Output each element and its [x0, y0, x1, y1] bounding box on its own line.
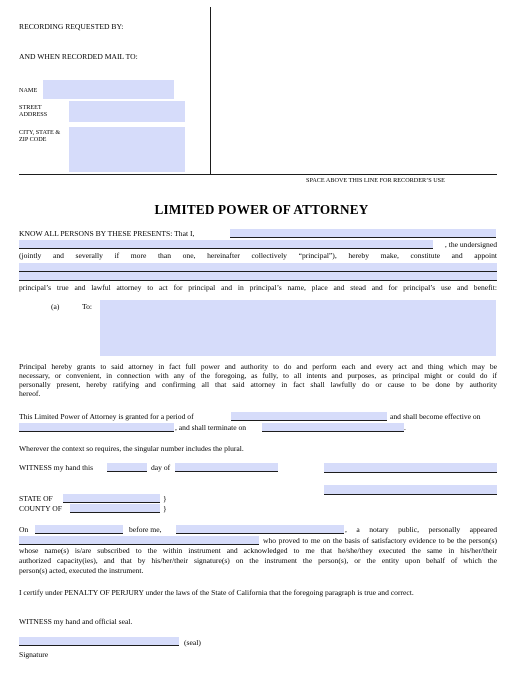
- state-brace: }: [163, 494, 167, 503]
- when-recorded-label: AND WHEN RECORDED MAIL TO:: [19, 52, 138, 61]
- recording-requested-label: RECORDING REQUESTED BY:: [19, 22, 124, 31]
- principal-name-field-2[interactable]: [19, 240, 433, 249]
- undersigned-text: , the undersigned: [444, 240, 497, 249]
- witness-day-field[interactable]: [107, 463, 147, 472]
- street-label-2: ADDRESS: [19, 111, 48, 118]
- county-brace: }: [163, 504, 167, 513]
- effective-on-text: and shall become effective on: [390, 412, 481, 421]
- street-label-1: STREET: [19, 104, 42, 111]
- document-title: LIMITED POWER OF ATTORNEY: [154, 202, 369, 217]
- powers-granted-field[interactable]: [100, 300, 496, 356]
- period-field[interactable]: [231, 412, 387, 421]
- city-label-2: ZIP CODE: [19, 136, 47, 143]
- appeared-person-field[interactable]: [19, 536, 259, 545]
- whose-line-2: authorized capacity(ies), and that by his/her/their signature(s) on the instrument the person(s), or the entity upon behalf of which the: [19, 556, 497, 565]
- to-label: To:: [82, 302, 93, 311]
- principal-signature-field-2[interactable]: [324, 485, 497, 495]
- notary-name-field[interactable]: [176, 525, 344, 534]
- name-field[interactable]: [43, 80, 174, 99]
- principal-signature-field-1[interactable]: [324, 463, 497, 473]
- name-label: NAME: [19, 87, 38, 94]
- context-text: Wherever the context so requires, the singular number includes the plural.: [19, 444, 244, 453]
- county-field[interactable]: [70, 504, 160, 513]
- before-me-text: before me,: [129, 525, 162, 534]
- jointly-text: (jointly and severally if more than one, hereinafter collectively “principal”), hereby make, constitute and appoint: [19, 251, 497, 260]
- notary-public-text: [345, 525, 497, 534]
- know-all-text: KNOW ALL PERSONS BY THESE PRESENTS: That I,: [19, 229, 195, 238]
- witness-hand-text: WITNESS my hand this: [19, 463, 94, 472]
- city-state-zip-field[interactable]: [69, 127, 185, 172]
- certify-text: I certify under PENALTY OF PERJURY under the laws of the State of California that the foregoing paragraph is true and correct.: [19, 588, 414, 597]
- item-a-label: (a): [51, 302, 60, 311]
- principal-name-field-1[interactable]: [230, 229, 496, 238]
- county-of-label: COUNTY OF: [19, 504, 62, 513]
- on-label: On: [19, 525, 29, 534]
- proved-text: who proved to me on the basis of satisfactory evidence to be the person(s): [263, 536, 497, 545]
- grants-line-1: Principal hereby grants to said attorney in fact full power and authority to do and perform each and every act and thing which may be: [19, 362, 497, 371]
- notary-signature-field[interactable]: [19, 637, 179, 646]
- principals-true-text: principal’s true and lawful attorney to act for principal and in principal’s name, place and stead and for principal’s use and benefit:: [19, 283, 497, 292]
- recorder-divider-line: [19, 174, 497, 175]
- grants-line-4: hereof.: [19, 389, 41, 398]
- effective-date-field[interactable]: [19, 423, 174, 432]
- grants-line-3: personally present, hereby ratifying and confirming all that said attorney in fact shall lawfully do or cause to be done by authority: [19, 380, 497, 389]
- day-of-text: day of: [151, 463, 171, 472]
- whose-line-3: person(s) acted, executed the instrument.: [19, 566, 144, 575]
- city-label-1: CITY, STATE &: [19, 129, 61, 136]
- grants-line-2: necessary, or convenient, in connection with any of the foregoing, as fully, to all intents and purposes, as principal might or could do if: [19, 371, 497, 380]
- terminate-end-text: .: [404, 423, 406, 432]
- witness-month-year-field[interactable]: [175, 463, 278, 472]
- witness-seal-text: WITNESS my hand and official seal.: [19, 617, 133, 626]
- header-divider-vertical: [210, 7, 211, 175]
- notary-public-line: , a notary public, personally appeared: [345, 525, 497, 534]
- attorney-name-field-1[interactable]: [19, 263, 497, 272]
- signature-label: Signature: [19, 650, 49, 659]
- granted-period-text: This Limited Power of Attorney is granted for a period of: [19, 412, 194, 421]
- recorder-use-note: SPACE ABOVE THIS LINE FOR RECORDER’S USE: [306, 177, 445, 184]
- termination-date-field[interactable]: [262, 423, 404, 432]
- whose-line-1: whose name(s) is/are subscribed to the within instrument and acknowledged to me that he/she/they executed the same in his/her/their: [19, 546, 497, 555]
- attorney-name-field-2[interactable]: [19, 272, 497, 281]
- street-address-field[interactable]: [69, 101, 185, 122]
- terminate-on-text: , and shall terminate on: [175, 423, 247, 432]
- state-field[interactable]: [63, 494, 160, 503]
- seal-label: (seal): [184, 638, 201, 647]
- notary-date-field[interactable]: [35, 525, 123, 534]
- state-of-label: STATE OF: [19, 494, 53, 503]
